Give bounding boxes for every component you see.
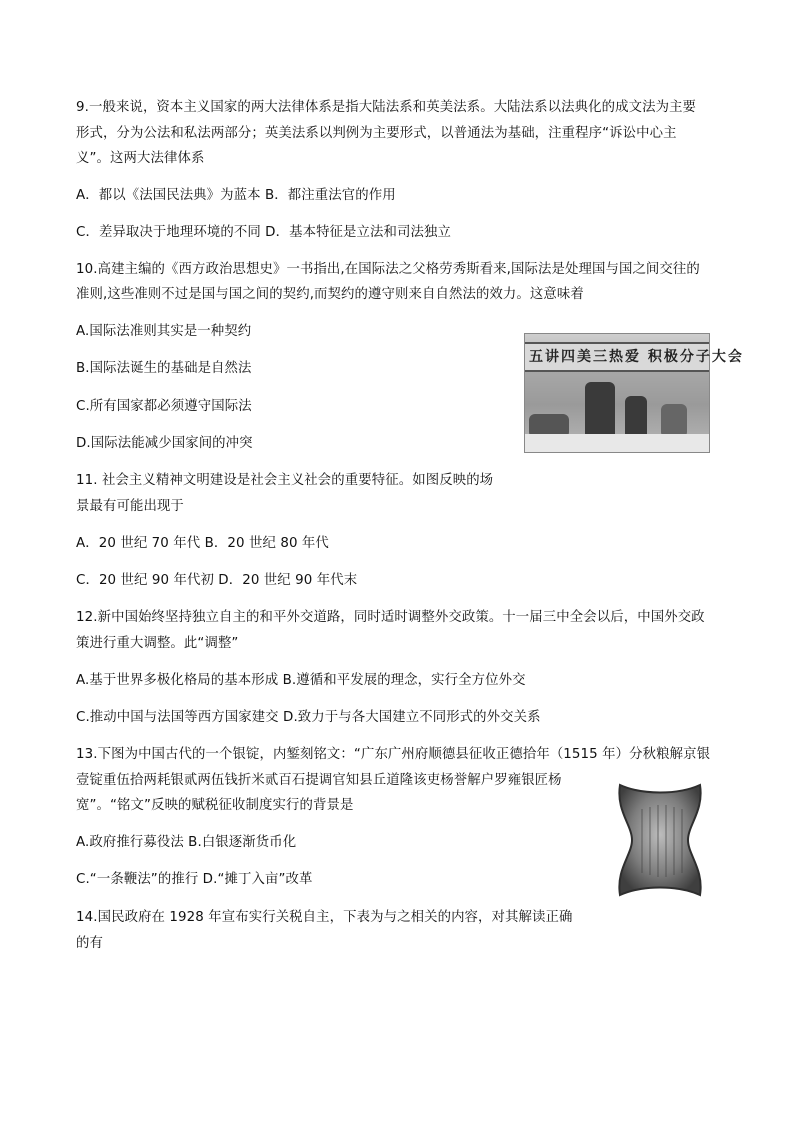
photo-figure bbox=[661, 404, 687, 438]
meeting-photo bbox=[524, 333, 744, 453]
q10-stem-line-1: 10.高建主编的《西方政治思想史》一书指出,在国际法之父格劳秀斯看来,国际法是处理国与国之间交往的 bbox=[76, 262, 700, 277]
q10-option-d: D.国际法能减少国家间的冲突 bbox=[76, 436, 253, 451]
q10-stem-line-2: 准则,这些准则不过是国与国之间的契约,而契约的遵守则来自自然法的效力。这意味着 bbox=[76, 287, 584, 302]
q9-options-cd: C．差异取决于地理环境的不同 D．基本特征是立法和司法独立 bbox=[76, 225, 451, 240]
photo-banner-text: 五讲四美三热爱 积极分子大会 bbox=[529, 349, 744, 365]
q9-stem-line-1: 9.一般来说，资本主义国家的两大法律体系是指大陆法系和英美法系。大陆法系以法典化的成文法为主要 bbox=[76, 100, 697, 115]
photo-figure bbox=[585, 382, 615, 442]
q10-option-a: A.国际法准则其实是一种契约 bbox=[76, 324, 252, 339]
q14-stem-line-1: 14.国民政府在 1928 年宣布实行关税自主，下表为与之相关的内容，对其解读正确 bbox=[76, 910, 573, 925]
q13-options-ab: A.政府推行募役法 B.白银逐渐货币化 bbox=[76, 835, 297, 850]
q12-options-cd: C.推动中国与法国等西方国家建交 D.致力于与各大国建立不同形式的外交关系 bbox=[76, 710, 541, 725]
q11-stem-line-1: 11. 社会主义精神文明建设是社会主义社会的重要特征。如图反映的场 bbox=[76, 473, 494, 488]
q11-options-ab: A．20 世纪 70 年代 B．20 世纪 80 年代 bbox=[76, 536, 329, 551]
q13-stem-line-3: 宽”。“铭文”反映的赋税征收制度实行的背景是 bbox=[76, 798, 354, 813]
q11-stem-line-2: 景最有可能出现于 bbox=[76, 499, 184, 514]
q10-option-c: C.所有国家都必须遵守国际法 bbox=[76, 399, 252, 414]
q11-options-cd: C．20 世纪 90 年代初 D．20 世纪 90 年代末 bbox=[76, 573, 358, 588]
q9-stem-line-3: 义”。这两大法律体系 bbox=[76, 151, 205, 166]
photo-table bbox=[525, 434, 709, 452]
q13-stem-line-1: 13.下图为中国古代的一个银锭，内錾刻铭文：“广东广州府顺德县征收正德拾年（1515 年）分秋粮解京银 bbox=[76, 747, 711, 762]
q12-stem-line-1: 12.新中国始终坚持独立自主的和平外交道路，同时适时调整外交政策。十一届三中全会以后，中国外交政 bbox=[76, 610, 705, 625]
q14-stem-line-2: 的有 bbox=[76, 936, 103, 951]
q12-options-ab: A.基于世界多极化格局的基本形成 B.遵循和平发展的理念，实行全方位外交 bbox=[76, 673, 526, 688]
q13-stem-line-2: 壹锭重伍拾两耗银贰两伍钱折米贰百石提调官知县丘道隆该吏杨誉解户罗雍银匠杨 bbox=[76, 773, 562, 788]
q10-option-b: B.国际法诞生的基础是自然法 bbox=[76, 361, 252, 376]
q9-options-ab: A．都以《法国民法典》为蓝本 B．都注重法官的作用 bbox=[76, 188, 396, 203]
q12-stem-line-2: 策进行重大调整。此“调整” bbox=[76, 636, 239, 651]
q9-stem-line-2: 形式，分为公法和私法两部分；英美法系以判例为主要形式，以普通法为基础，注重程序“诉讼中心主 bbox=[76, 126, 677, 141]
q13-options-cd: C.“一条鞭法”的推行 D.“摊丁入亩”改革 bbox=[76, 872, 313, 887]
silver-ingot-image bbox=[612, 781, 708, 899]
